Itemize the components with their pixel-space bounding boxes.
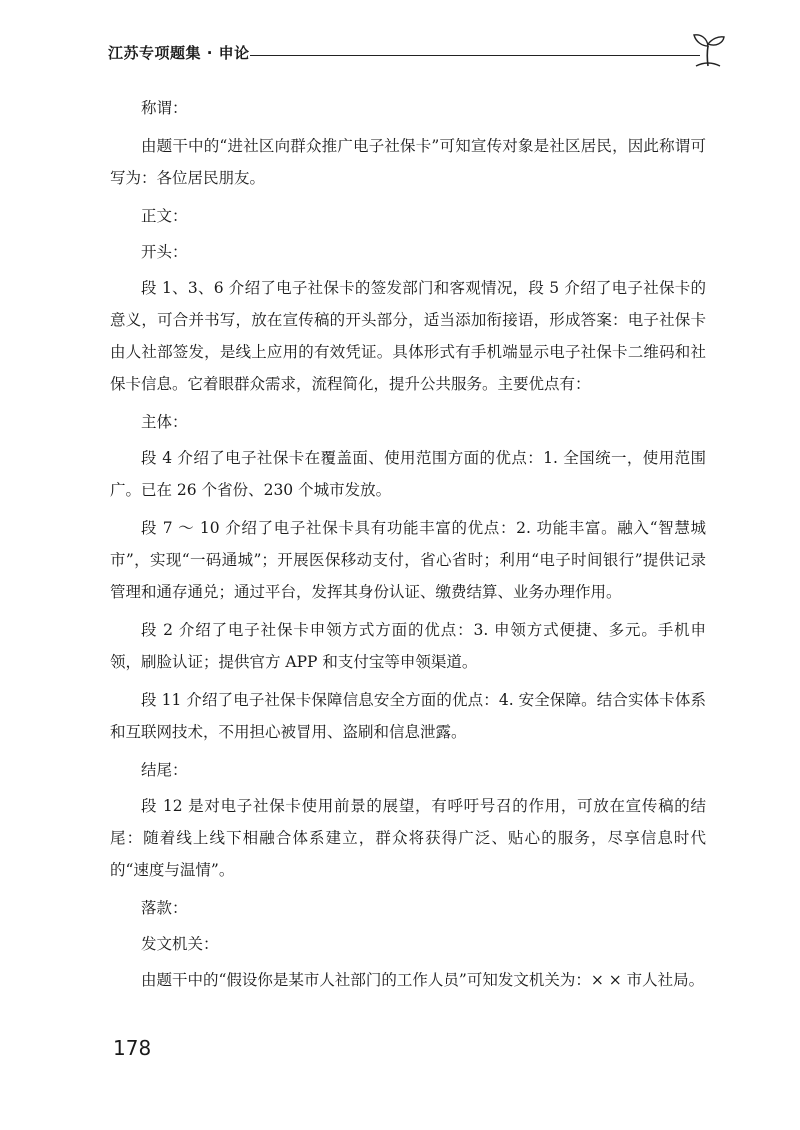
paragraph-opening-label: 开头： [141, 243, 188, 261]
paragraph-point-3: 段 2 介绍了电子社保卡申领方式方面的优点：3. 申领方式便捷、多元。手机申领，刷脸认证；提供官方 APP 和支付宝等申领渠道。 [110, 621, 706, 671]
paragraph-salutation-label: 称谓： [141, 99, 188, 117]
paragraph-body-label: 正文： [141, 207, 188, 225]
paragraph-point-2: 段 7 ～ 10 介绍了电子社保卡具有功能丰富的优点：2. 功能丰富。融入“智慧城市”，实现“一码通城”；开展医保移动支付，省心省时；利用“电子时间银行”提供记录管理和通存通兑；通过平台，发挥其身份认证、缴费结算、业务办理作用。 [110, 519, 706, 601]
running-header [108, 28, 718, 68]
paragraph-opening: 段 1、3、6 介绍了电子社保卡的签发部门和客观情况，段 5 介绍了电子社保卡的意义，可合并书写，放在宣传稿的开头部分，适当添加衔接语，形成答案：电子社保卡由人社部签发，是线上应用的有效凭证。具体形式有手机端显示电子社保卡二维码和社保卡信息。它着眼群众需求，流程简化，提升公共服务。主要优点有： [110, 279, 706, 393]
paragraph-main-label: 主体： [141, 413, 188, 431]
page-number: 178 [113, 1036, 152, 1060]
paragraph-signature-label: 落款： [141, 899, 188, 917]
paragraph-point-4: 段 11 介绍了电子社保卡保障信息安全方面的优点：4. 安全保障。结合实体卡体系和互联网技术，不用担心被冒用、盗刷和信息泄露。 [110, 691, 706, 741]
paragraph-salutation: 由题干中的“进社区向群众推广电子社保卡”可知宣传对象是社区居民，因此称谓可写为：各位居民朋友。 [110, 137, 706, 187]
paragraph-point-1: 段 4 介绍了电子社保卡在覆盖面、使用范围方面的优点：1. 全国统一，使用范围广。已在 26 个省份、230 个城市发放。 [110, 449, 706, 499]
paragraph-ending: 段 12 是对电子社保卡使用前景的展望，有呼吁号召的作用，可放在宣传稿的结尾：随着线上线下相融合体系建立，群众将获得广泛、贴心的服务，尽享信息时代的“速度与温情”。 [110, 797, 706, 879]
paragraph-issuer-label: 发文机关： [141, 935, 219, 953]
sprout-icon [690, 30, 726, 68]
paragraph-ending-label: 结尾： [141, 761, 188, 779]
header-rule [250, 55, 700, 56]
paragraph-issuer: 由题干中的“假设你是某市人社部门的工作人员”可知发文机关为：× × 市人社局。 [141, 971, 705, 989]
header-title: 江苏专项题集 · 申论 [108, 44, 250, 62]
body-text [110, 92, 706, 1002]
